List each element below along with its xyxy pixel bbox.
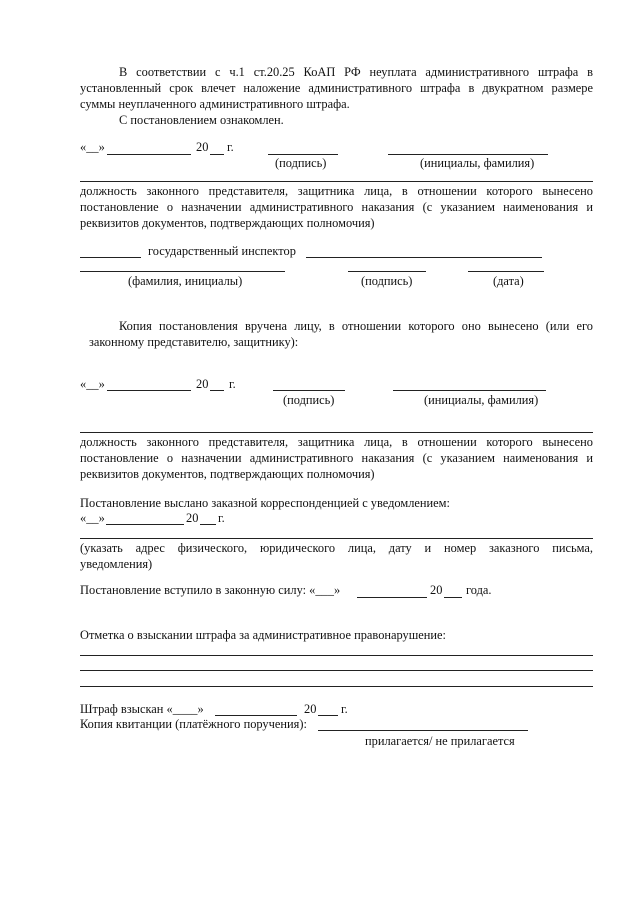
address-blank[interactable] bbox=[80, 538, 593, 539]
signature-blank[interactable] bbox=[268, 154, 338, 155]
inspector-signature-blank[interactable] bbox=[348, 271, 426, 272]
in-force-year-prefix: 20 bbox=[430, 583, 443, 597]
year-blank[interactable] bbox=[200, 524, 216, 525]
signature-blank[interactable] bbox=[273, 390, 345, 391]
inspector-signature-caption: (подпись) bbox=[361, 274, 413, 288]
year-prefix: 20 bbox=[196, 377, 209, 391]
representative-caption-2-line-1: должность законного представителя, защитника лица, в отношении которого вынесено bbox=[80, 435, 593, 449]
name-blank[interactable] bbox=[388, 154, 548, 155]
representative-blank-1[interactable] bbox=[80, 181, 593, 182]
inspector-date-caption: (дата) bbox=[493, 274, 524, 288]
mailed-statement: Постановление выслано заказной корреспонденцией с уведомлением: bbox=[80, 496, 450, 510]
name-blank[interactable] bbox=[393, 390, 546, 391]
in-force-year-suffix: года. bbox=[466, 583, 492, 597]
penalty-paragraph-line-2: установленный срок влечет наложение административного штрафа в двукратном размере bbox=[80, 81, 593, 95]
inspector-title: государственный инспектор bbox=[148, 244, 296, 258]
penalty-paragraph-line-3: суммы неуплаченного административного штрафа. bbox=[80, 97, 350, 111]
address-caption-line-2: уведомления) bbox=[80, 557, 153, 571]
name-caption: (инициалы, фамилия) bbox=[424, 393, 539, 407]
copy-handed-line-1: Копия постановления вручена лицу, в отношении которого оно вынесено (или его bbox=[119, 319, 593, 333]
fine-mark-title: Отметка о взыскании штрафа за административное правонарушение: bbox=[80, 628, 446, 642]
representative-caption-1-line-3: реквизитов документов, подтверждающих полномочия) bbox=[80, 216, 375, 230]
year-suffix: г. bbox=[227, 140, 234, 154]
representative-caption-2-line-3: реквизитов документов, подтверждающих полномочия) bbox=[80, 467, 375, 481]
fine-collected-month-blank[interactable] bbox=[215, 715, 297, 716]
inspector-name-blank[interactable] bbox=[80, 271, 285, 272]
year-suffix: г. bbox=[218, 511, 225, 525]
fine-mark-line-2[interactable] bbox=[80, 670, 593, 671]
in-force-month-blank[interactable] bbox=[357, 597, 427, 598]
in-force-year-blank[interactable] bbox=[444, 597, 462, 598]
date-month-blank[interactable] bbox=[106, 524, 184, 525]
copy-handed-line-2: законному представителю, защитнику): bbox=[89, 335, 299, 349]
year-prefix: 20 bbox=[186, 511, 199, 525]
inspector-date-blank[interactable] bbox=[468, 271, 544, 272]
year-blank[interactable] bbox=[210, 390, 224, 391]
fine-collected-text: Штраф взыскан «____» bbox=[80, 702, 204, 716]
inspector-suffix-blank[interactable] bbox=[306, 257, 542, 258]
signature-caption: (подпись) bbox=[283, 393, 335, 407]
in-force-text: Постановление вступило в законную силу: «___» bbox=[80, 583, 341, 597]
year-prefix: 20 bbox=[196, 140, 209, 154]
fine-collected-year-blank[interactable] bbox=[318, 715, 338, 716]
fine-collected-year-suffix: г. bbox=[341, 702, 348, 716]
name-caption: (инициалы, фамилия) bbox=[420, 156, 535, 170]
receipt-text: Копия квитанции (платёжного поручения): bbox=[80, 717, 307, 731]
receipt-blank[interactable] bbox=[318, 730, 528, 731]
date-month-blank[interactable] bbox=[107, 154, 191, 155]
representative-caption-1-line-1: должность законного представителя, защитника лица, в отношении которого вынесено bbox=[80, 184, 593, 198]
fine-collected-year-prefix: 20 bbox=[304, 702, 317, 716]
representative-caption-2-line-2: постановление о назначении административного наказания (с указанием наименования и bbox=[80, 451, 593, 465]
inspector-prefix-blank[interactable] bbox=[80, 257, 141, 258]
representative-caption-1-line-2: постановление о назначении административного наказания (с указанием наименования и bbox=[80, 200, 593, 214]
year-blank[interactable] bbox=[210, 154, 224, 155]
inspector-name-caption: (фамилия, инициалы) bbox=[128, 274, 243, 288]
fine-mark-line-1[interactable] bbox=[80, 655, 593, 656]
year-suffix: г. bbox=[229, 377, 236, 391]
date-day-field[interactable]: «__» bbox=[80, 140, 105, 154]
attached-caption: прилагается/ не прилагается bbox=[365, 734, 515, 748]
acquainted-statement: С постановлением ознакомлен. bbox=[119, 113, 284, 127]
signature-caption: (подпись) bbox=[275, 156, 327, 170]
date-day-field[interactable]: «__» bbox=[80, 377, 105, 391]
representative-blank-2[interactable] bbox=[80, 432, 593, 433]
date-month-blank[interactable] bbox=[107, 390, 191, 391]
date-day-field[interactable]: «__» bbox=[80, 511, 105, 525]
address-caption-line-1: (указать адрес физического, юридического лица, дату и номер заказного письма, bbox=[80, 541, 593, 555]
fine-mark-line-3[interactable] bbox=[80, 686, 593, 687]
penalty-paragraph-line-1: В соответствии с ч.1 ст.20.25 КоАП РФ неуплата административного штрафа в bbox=[119, 65, 593, 79]
